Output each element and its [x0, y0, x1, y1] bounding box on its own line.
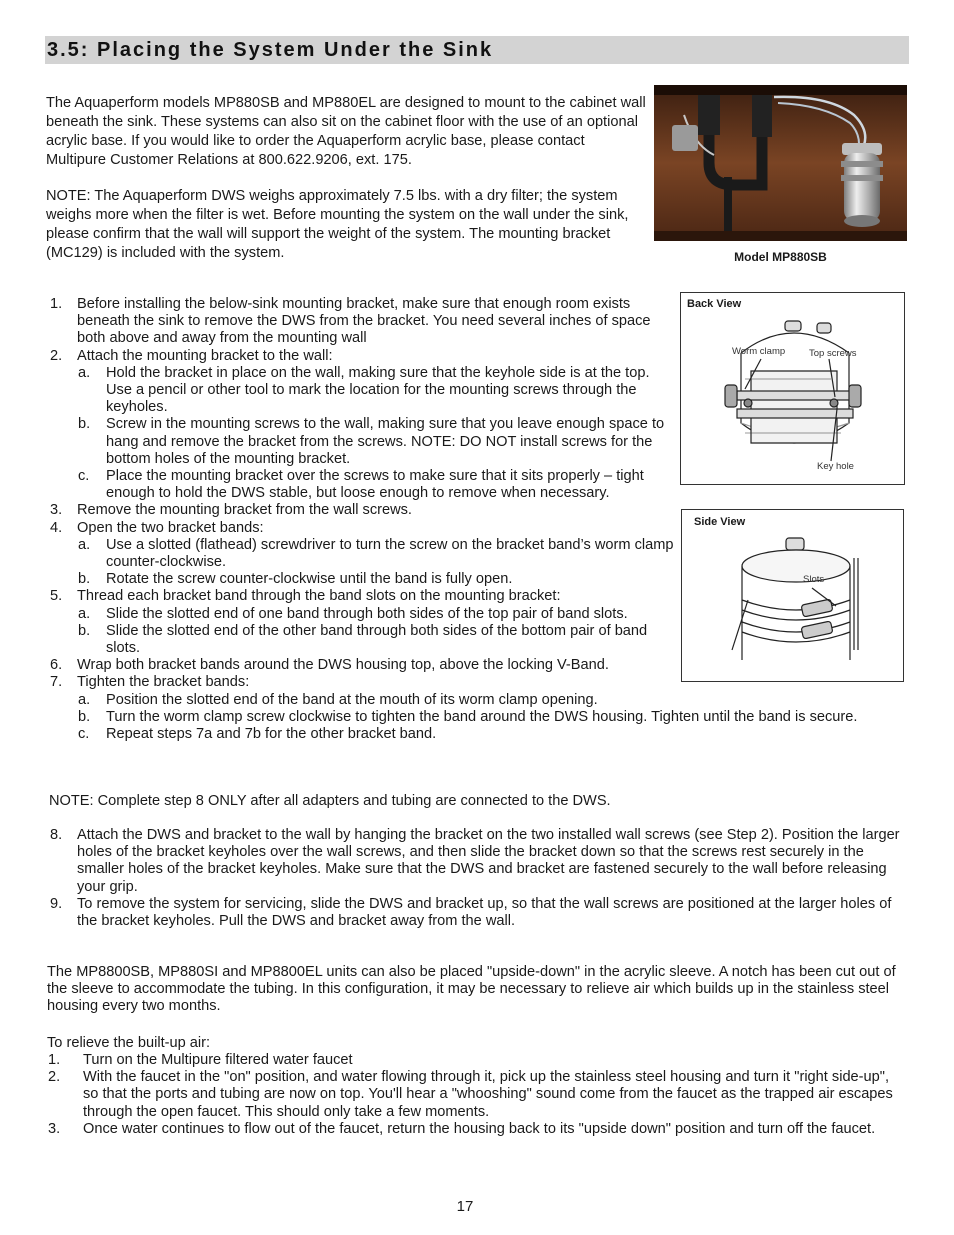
photo-caption: Model MP880SB	[734, 250, 827, 264]
substep-text: Turn the worm clamp screw clockwise to tighten the band around the DWS housing. Tighten until the band is secure.	[106, 708, 858, 725]
substep-letter: b.	[78, 622, 91, 639]
side-view-title: Side View	[694, 516, 746, 528]
back-view-title: Back View	[687, 298, 742, 310]
substep-text: Slide the slotted end of the other band through both sides of the bottom pair of band slots.	[106, 622, 648, 657]
substep-item	[46, 709, 906, 726]
substep-letter: b.	[78, 416, 91, 433]
substep-text: Hold the bracket in place on the wall, making sure that the keyhole side is at the top. Use a pencil or other tool to mark the location for the mounting screws through the keyholes.	[106, 364, 650, 416]
step-item	[46, 674, 906, 691]
upside-down-paragraph: The MP8800SB, MP880SI and MP8800EL units can also be placed "upside-down" in the acrylic sleeve. A notch has been cut out of the sleeve to accommodate the tubing. In this configuration, it may be necessary to relieve air which builds up in the stainless steel housing every two months.	[47, 964, 896, 1015]
key-hole-label: Key hole	[817, 461, 854, 472]
top-screws-label: Top screws	[809, 348, 857, 359]
mounting-steps-continued	[46, 827, 906, 930]
step-item	[46, 348, 906, 365]
step-text: To remove the system for servicing, slide the DWS and bracket up, so that the wall screws are positioned at the larger holes of the bracket keyholes. Pull the DWS and bracket away from the wall.	[77, 895, 892, 930]
step-text: Attach the mounting bracket to the wall:	[77, 347, 333, 364]
step-text: Before installing the below-sink mounting bracket, make sure that enough room exists beneath the sink to remove the DWS from the bracket. You need several inches of space both above and away from the mounting wall	[77, 296, 651, 347]
step-item	[46, 296, 906, 348]
substep-item	[46, 365, 906, 417]
step-text: Open the two bracket bands:	[77, 519, 264, 536]
substep-item	[46, 537, 906, 571]
step-number: 7.	[50, 674, 63, 691]
intro-paragraph: The Aquaperform models MP880SB and MP880EL are designed to mount to the cabinet wall beneath the sink. These systems can also sit on the cabinet floor with the use of an optional acrylic base. If you would like to order the Aquaperform acrylic base, please contact Multipure Customer Relations at 800.622.9206, ext. 175.	[46, 95, 646, 168]
substep-item	[46, 468, 906, 502]
step-item	[46, 520, 906, 537]
relieve-air-title: To relieve the built-up air:	[47, 1035, 211, 1051]
substep-item	[46, 726, 906, 743]
step-number: 3.	[50, 502, 63, 519]
step-number: 9.	[50, 895, 63, 912]
step-number: 1.	[48, 1052, 61, 1068]
step-item	[46, 502, 906, 519]
substep-item	[46, 692, 906, 709]
substep-item	[46, 571, 906, 588]
substep-item	[46, 416, 906, 468]
step-item	[46, 588, 906, 605]
substep-letter: b.	[78, 708, 91, 725]
step-number: 3.	[48, 1120, 61, 1137]
substep-letter: c.	[78, 468, 90, 485]
page-number: 17	[456, 1198, 474, 1215]
step-text: Once water continues to flow out of the faucet, return the housing back to its "upside down" position and turn off the faucet.	[83, 1120, 876, 1137]
substep-text: Use a slotted (flathead) screwdriver to turn the screw on the bracket band’s worm clamp counter-clockwise.	[106, 536, 674, 571]
step-number: 6.	[50, 657, 63, 674]
step-number: 5.	[50, 588, 63, 605]
under-sink-photo-illustration	[654, 85, 907, 241]
substep-text: Position the slotted end of the band at the mouth of its worm clamp opening.	[106, 691, 598, 708]
substep-text: Slide the slotted end of one band through both sides of the top pair of band slots.	[106, 605, 628, 622]
step-text: Turn on the Multipure filtered water faucet	[83, 1052, 353, 1068]
substep-letter: a.	[78, 605, 91, 622]
worm-clamp-label: Worm clamp	[732, 346, 786, 357]
step-number: 4.	[50, 519, 63, 536]
substep-text: Screw in the mounting screws to the wall, making sure that you leave enough space to hang and remove the bracket from the screws. NOTE: DO NOT install screws for the bottom holes of the mounting bracket.	[106, 416, 665, 467]
substep-letter: a.	[78, 691, 91, 708]
weight-note: NOTE: The Aquaperform DWS weighs approximately 7.5 lbs. with a dry filter; the system weighs more when the filter is wet. Before mounting the system on the wall under the sink, please confirm that the wall will support the weight of the system. The mounting bracket (MC129) is included with the system.	[46, 188, 629, 261]
step-number: 8.	[50, 827, 63, 843]
step-item	[46, 827, 906, 896]
step-text: Remove the mounting bracket from the wall screws.	[77, 502, 412, 519]
step-item	[46, 1052, 906, 1069]
step-number: 1.	[50, 296, 63, 312]
step-item	[46, 657, 906, 674]
mounting-steps	[46, 296, 906, 743]
step-text: Tighten the bracket bands:	[77, 674, 250, 691]
step-text: Thread each bracket band through the band slots on the mounting bracket:	[77, 588, 561, 605]
substep-text: Repeat steps 7a and 7b for the other bracket band.	[106, 726, 437, 743]
slots-label: Slots	[803, 574, 825, 585]
step-number: 2.	[50, 347, 63, 364]
step8-note: NOTE: Complete step 8 ONLY after all adapters and tubing are connected to the DWS.	[49, 793, 611, 809]
substep-letter: c.	[78, 726, 90, 743]
relieve-air-steps	[46, 1052, 906, 1138]
substep-letter: a.	[78, 536, 91, 553]
substep-item	[46, 623, 906, 657]
section-title: 3.5: Placing the System Under the Sink	[47, 39, 494, 61]
section-header-bar	[45, 36, 909, 64]
step-text: With the faucet in the "on" position, and water flowing through it, pick up the stainless steel housing and turn it "right side-up", so that the ports and tubing are now on top. You'll hear a "whooshing" sound come from the faucet as the trapped air escapes through the open faucet. This should only take a few moments.	[83, 1069, 893, 1120]
substep-text: Place the mounting bracket over the screws to make sure that it sits properly – tight enough to hold the DWS stable, but loose enough to remove when necessary.	[106, 468, 644, 502]
substep-text: Rotate the screw counter-clockwise until the band is fully open.	[106, 571, 513, 588]
under-sink-photo	[654, 85, 907, 241]
substep-letter: a.	[78, 364, 91, 381]
step-item	[46, 896, 906, 930]
substep-letter: b.	[78, 571, 91, 588]
step-text: Wrap both bracket bands around the DWS housing top, above the locking V-Band.	[77, 657, 609, 674]
substep-item	[46, 606, 906, 623]
step-item	[46, 1121, 906, 1138]
step-text: Attach the DWS and bracket to the wall by hanging the bracket on the two installed wall screws (see Step 2). Position the larger holes of the bracket keyholes over the wall screws, and then slide the bracket down so that the screws rest securely in the smaller holes of the bracket keyholes. Make sure that the DWS and bracket are fastened securely to the wall before releasing your grip.	[77, 827, 900, 895]
step-item	[46, 1069, 906, 1121]
step-number: 2.	[48, 1069, 61, 1086]
